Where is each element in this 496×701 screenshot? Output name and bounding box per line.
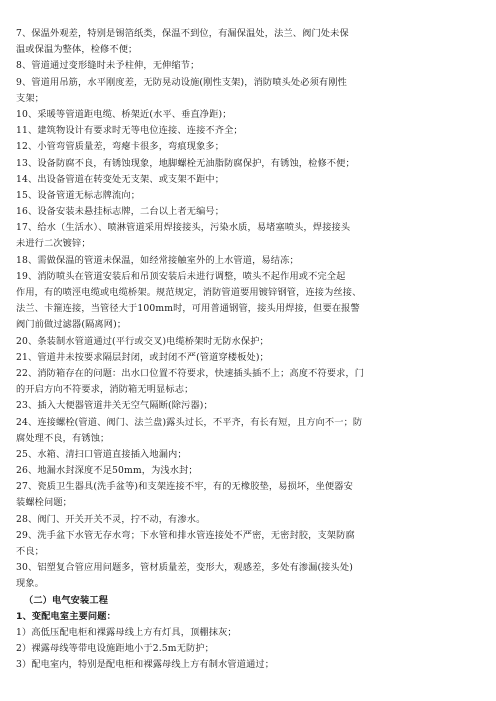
- text-line: 27、瓷质卫生器具(洗手盆等)和支架连接不牢，有的无橡胶垫，易损坏，坐便器安: [16, 481, 353, 493]
- text-line: 12、小管弯管质量差，弯瘪卡很多，弯痕现象多；: [16, 141, 225, 153]
- list-item: 2）裸露母线等带电设施距地小于2.5m无防护；: [16, 643, 214, 655]
- subsection-heading: 1、变配电室主要问题：: [16, 610, 116, 622]
- text-line: 腐处理不良，有锈蚀；: [16, 432, 110, 444]
- text-line: 9、管道用吊筋，水平刚度差，无防晃动设施(刚性支架)，消防喷头处必须有刚性: [16, 76, 347, 88]
- text-line: 29、洗手盆下水管无存水弯；下水管和排水管连接处不严密，无密封胶，支架防腐: [16, 529, 355, 541]
- text-line: 支架；: [16, 92, 45, 104]
- text-line: 20、条装制水管道通过(平行或交叉)电缆桥架时无防水保护；: [16, 335, 269, 347]
- text-line: 的开启方向不符要求，消防箱无明显标志；: [16, 384, 194, 396]
- text-line: 8、管道通过变形缝时未予柱伸，无伸缩节；: [16, 60, 200, 72]
- text-line: 16、设备安装未悬挂标志牌，二台以上者无编号；: [16, 206, 225, 218]
- text-line: 22、消防箱存在的问题：出水口位置不符要求，快速插头插不上；高度不符要求，门: [16, 367, 365, 379]
- list-item: 3）配电室内，特别是配电柜和裸露母线上方有制水管道通过；: [16, 659, 275, 671]
- text-line: 21、管道井未按要求隔层封闭，或封闭不严(管道穿楼板处)；: [16, 351, 269, 363]
- text-line: 15、设备管道无标志牌流向；: [16, 189, 141, 201]
- text-line: 25、水箱、清扫口管道直接插入地漏内；: [16, 448, 187, 460]
- text-line: 28、阀门、开关开关不灵，拧不动，有渗水。: [16, 513, 206, 525]
- text-line: 13、设备防腐不良，有锈蚀现象，地脚螺栓无油脂防腐保护，有锈蚀，检修不便；: [16, 157, 355, 169]
- text-line: 10、采暖等管道距电缆、桥架近(水平、垂直净距)；: [16, 108, 232, 120]
- text-line: 30、铝塑复合管应用问题多，管材质量差，变形大，观感差，多处有渗漏(接头处): [16, 562, 353, 574]
- text-line: 7、保温外观差，特别是锡箔纸类，保温不到位，有漏保温处，法兰、阀门处未保: [16, 28, 349, 39]
- text-line: 温或保温为整体，检修不便；: [16, 44, 138, 56]
- text-line: 17、给水（生活水）、喷淋管道采用焊接接头，污染水质，易堵塞喷头，焊接接头: [16, 222, 351, 234]
- text-line: 装螺栓问题；: [16, 497, 73, 509]
- list-item: 1）高低压配电柜和裸露母线上方有灯具，顶棚抹灰；: [16, 626, 237, 638]
- text-line: 24、连接螺栓(管道、阀门、法兰盘)露头过长，不平齐，有长有短，且方向不一；防: [16, 416, 363, 428]
- text-line: 作用，有的喷涇电缆或电缆桥架。规范规定，消防管道要用镀锌钢管，连接为丝接、: [16, 287, 362, 298]
- text-line: 14、出设备管道在转变处无支架、或支架不距中；: [16, 173, 225, 185]
- section-heading: （二）电气安装工程: [24, 594, 109, 606]
- document-body: [16, 26, 478, 674]
- text-line: 26、地漏水封深度不足50mm，为浅水封；: [16, 465, 198, 477]
- text-line: 阀门前做过滤器(隔离网)；: [16, 319, 127, 331]
- text-line: 现象。: [16, 578, 45, 590]
- text-line: 18、需做保温的管道未保温，如经常接触室外的上水管道，易结冻；: [16, 254, 299, 266]
- text-line: 不良；: [16, 546, 45, 557]
- text-line: 法兰、卡箍连接，当管径大于100mm时，可用普通钢管，接头用焊接，但要在报警: [16, 303, 360, 315]
- text-line: 19、消防喷头在管道安装后和吊顶安装后未进行调整，喷头不起作用或不完全起: [16, 270, 346, 282]
- text-line: 未进行二次镀锌；: [16, 238, 91, 250]
- text-line: 23、插入大便器管道井关无空气隔断(除污器)；: [16, 400, 213, 412]
- text-line: 11、建筑物设计有要求时无等电位连接、连接不齐全；: [16, 125, 243, 137]
